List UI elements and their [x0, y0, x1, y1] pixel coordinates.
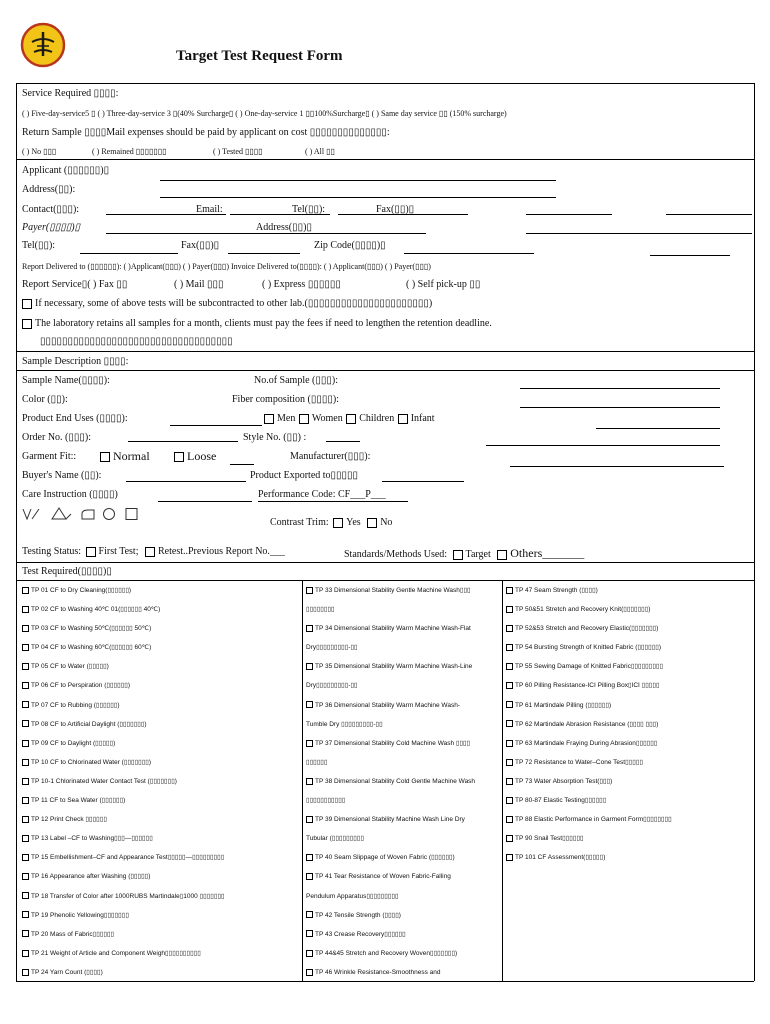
payer-address-label: Address(▯▯)▯ [256, 222, 312, 233]
retains-cn: ▯▯▯▯▯▯▯▯▯▯▯▯▯▯▯▯▯▯▯▯▯▯▯▯▯▯▯▯▯▯▯▯▯▯▯ [40, 336, 233, 347]
test-item[interactable] [506, 791, 752, 810]
test-item[interactable] [22, 772, 300, 791]
test-checkbox[interactable] [22, 969, 29, 976]
test-item[interactable] [22, 715, 300, 734]
test-checkbox[interactable] [306, 778, 313, 785]
test-checkbox[interactable] [22, 950, 29, 957]
subcontract-row: If necessary, some of above tests will be subcontracted to other lab.(▯▯▯▯▯▯▯▯▯▯▯▯▯▯▯▯▯▯▯▯▯▯) [22, 298, 432, 309]
test-checkbox[interactable] [506, 587, 513, 594]
test-label: TP 47 Seam Strength (▯▯▯▯) [515, 587, 598, 594]
applicant-label: Applicant (▯▯▯▯▯▯)▯ [22, 165, 110, 176]
fiber-label: Fiber composition (▯▯▯▯): [232, 394, 340, 405]
test-item[interactable] [506, 734, 752, 753]
test-item-continuation [306, 715, 498, 734]
buyer-label: Buyer's Name (▯▯): [22, 470, 102, 481]
sample-heading: Sample Description ▯▯▯▯: [22, 356, 129, 367]
test-label: TP 54 Bursting Strength of Knitted Fabric (▯▯▯▯▯▯) [515, 644, 661, 652]
sample-name-label: Sample Name(▯▯▯▯): [22, 375, 110, 386]
test-label: Dry▯▯▯▯▯▯▯▯▯-▯▯ [306, 682, 358, 690]
test-checkbox[interactable] [306, 854, 313, 861]
test-checkbox[interactable] [22, 816, 29, 823]
test-item[interactable] [506, 772, 752, 791]
test-item[interactable] [506, 676, 752, 695]
test-label: TP 09 CF to Daylight (▯▯▯▯▯) [31, 739, 116, 747]
test-item-continuation [306, 600, 498, 619]
test-checkbox[interactable] [506, 682, 513, 689]
test-checkbox[interactable] [506, 625, 513, 632]
garment-fit-label: Garment Fit:: [22, 451, 77, 462]
return-opt-no[interactable]: ( ) No ▯▯▯ [22, 147, 57, 156]
test-item[interactable] [22, 867, 300, 886]
test-label: Tumble Dry ▯▯▯▯▯▯▯▯▯-▯▯ [306, 720, 383, 728]
test-checkbox[interactable] [306, 873, 313, 880]
children-checkbox[interactable] [346, 414, 356, 424]
test-checkbox[interactable] [22, 892, 29, 899]
test-item[interactable] [22, 906, 300, 925]
test-item-continuation [306, 676, 498, 695]
order-no-label: Order No. (▯▯▯): [22, 432, 91, 443]
test-item[interactable] [306, 810, 498, 829]
subcontract-checkbox[interactable] [22, 299, 32, 309]
manufacturer-label: Manufacturer(▯▯▯): [290, 451, 371, 462]
test-checkbox[interactable] [306, 625, 313, 632]
test-label: TP 05 CF to Water (▯▯▯▯▯) [31, 663, 109, 671]
test-checkbox[interactable] [22, 854, 29, 861]
test-checkbox[interactable] [306, 740, 313, 747]
no-of-sample-label: No.of Sample (▯▯▯): [254, 375, 338, 386]
test-label: TP 50&51 Stretch and Recovery Knit(▯▯▯▯▯▯▯) [515, 606, 651, 614]
report-delivered-line[interactable]: Report Delivered to (▯▯▯▯▯▯): ( )Applicant(▯▯▯) ( ) Payer(▯▯▯) Invoice Delivered to(▯▯▯▯): ( ) Applicant(▯▯▯) ( ) Payer(▯▯▯) [22, 262, 431, 271]
test-item[interactable] [506, 696, 752, 715]
test-label: TP 03 CF to Washing 50℃(▯▯▯▯▯▯ 50℃) [31, 625, 152, 633]
report-service-mail[interactable]: ( ) Mail ▯▯▯ [174, 279, 224, 290]
tel-label: Tel(▯▯): [292, 204, 326, 215]
fax2-label: Fax(▯▯)▯ [181, 240, 220, 251]
testing-status-row: Testing Status: First Test; Retest..Previous Report No.___ [22, 546, 285, 557]
test-label: TP 38 Dimensional Stability Cold Gentle Machine Wash [315, 777, 476, 785]
test-checkbox[interactable] [506, 701, 513, 708]
test-label: TP 34 Dimensional Stability Warm Machine Wash-Flat [315, 625, 471, 633]
normal-option: Normal [100, 449, 150, 464]
tests-column-3 [506, 581, 752, 867]
test-label: TP 62 Martindale Abrasion Resistance (▯▯▯▯ ▯▯▯) [515, 720, 659, 728]
test-item[interactable] [22, 619, 300, 638]
test-checkbox[interactable] [306, 911, 313, 918]
test-label: TP 41 Tear Resistance of Woven Fabric-Falling [315, 873, 451, 881]
test-item-continuation [306, 791, 498, 810]
test-checkbox[interactable] [506, 778, 513, 785]
dry-icon [126, 509, 137, 520]
test-checkbox[interactable] [22, 606, 29, 613]
test-item[interactable] [22, 925, 300, 944]
test-checkbox[interactable] [306, 969, 313, 976]
test-item[interactable] [506, 600, 752, 619]
test-checkbox[interactable] [22, 644, 29, 651]
test-checkbox[interactable] [22, 911, 29, 918]
test-item-continuation [306, 638, 498, 657]
test-item[interactable] [306, 619, 498, 638]
test-checkbox[interactable] [306, 587, 313, 594]
women-checkbox[interactable] [299, 414, 309, 424]
company-logo [20, 22, 66, 68]
test-checkbox[interactable] [506, 759, 513, 766]
test-label: TP 20 Mass of Fabric▯▯▯▯▯▯ [31, 930, 115, 938]
test-checkbox[interactable] [506, 663, 513, 670]
test-item[interactable] [506, 829, 752, 848]
test-label: TP 39 Dimensional Stability Machine Wash Line Dry [315, 816, 465, 824]
test-label: TP 44&45 Stretch and Recovery Woven▯▯▯▯▯▯▯) [315, 949, 458, 957]
return-sample-label: Return Sample ▯▯▯▯Mail expenses should be paid by applicant on cost ▯▯▯▯▯▯▯▯▯▯▯▯▯▯: [22, 127, 390, 138]
end-uses-options: Men Women Children Infant [264, 413, 435, 424]
tel2-label: Tel(▯▯): [22, 240, 56, 251]
test-checkbox[interactable] [22, 930, 29, 937]
test-label: TP 36 Dimensional Stability Warm Machine Wash- [315, 701, 460, 709]
test-item-continuation [306, 753, 498, 772]
style-no-label: Style No. (▯▯) : [243, 432, 307, 443]
retest-checkbox[interactable] [145, 547, 155, 557]
first-test-checkbox[interactable] [86, 547, 96, 557]
test-item[interactable] [506, 848, 752, 867]
test-item-continuation [306, 829, 498, 848]
report-service-fax[interactable]: Report Service▯( ) Fax ▯▯ [22, 279, 128, 290]
test-checkbox[interactable] [306, 950, 313, 957]
infant-checkbox[interactable] [398, 414, 408, 424]
test-label: TP 11 CF to Sea Water (▯▯▯▯▯▯) [31, 797, 126, 805]
test-item[interactable] [306, 696, 498, 715]
performance-label: Performance Code: CF___P___ [258, 489, 386, 500]
contrast-row: Contrast Trim: Yes No [270, 517, 393, 528]
test-item[interactable] [22, 944, 300, 963]
test-label: Tubular (▯▯▯▯▯▯▯▯▯ [306, 835, 364, 843]
test-item[interactable] [22, 600, 300, 619]
test-checkbox[interactable] [306, 701, 313, 708]
test-label: TP 73 Water Absorption Test(▯▯▯) [515, 777, 613, 785]
test-item[interactable] [506, 753, 752, 772]
payer-label: Payer(▯▯▯▯)▯ [22, 222, 81, 233]
test-label: TP 01 CF to Dry Cleaning(▯▯▯▯▯▯) [31, 587, 132, 594]
test-label: TP 60 Pilling Resistance-ICI Pilling Box▯ICI ▯▯▯▯▯ [515, 682, 660, 690]
test-checkbox[interactable] [22, 625, 29, 632]
test-checkbox[interactable] [22, 835, 29, 842]
test-label: TP 33 Dimensional Stability Gentle Machine Wash▯▯▯ [315, 587, 471, 594]
test-label: Pendulum Apparatus▯▯▯▯▯▯▯▯▯ [306, 892, 399, 900]
contrast-yes-checkbox[interactable] [333, 518, 343, 528]
test-item[interactable] [22, 753, 300, 772]
retains-checkbox[interactable] [22, 319, 32, 329]
test-item[interactable] [306, 867, 498, 886]
test-item[interactable] [22, 696, 300, 715]
service-required-label: Service Required ▯▯▯▯: [22, 88, 119, 99]
test-item[interactable] [22, 963, 300, 982]
test-item[interactable] [306, 848, 498, 867]
test-label: TP 13 Label –CF to Washing▯▯▯—▯▯▯▯▯▯ [31, 835, 153, 843]
test-checkbox[interactable] [306, 663, 313, 670]
test-checkbox[interactable] [22, 797, 29, 804]
test-label: TP 40 Seam Slippage of Woven Fabric (▯▯▯▯▯▯) [315, 854, 455, 862]
contact-label: Contact(▯▯▯): [22, 204, 80, 215]
test-checkbox[interactable] [306, 930, 313, 937]
tests-column-1 [22, 581, 300, 982]
care-label: Care Instruction (▯▯▯▯) [22, 489, 118, 500]
email-label: Email: [196, 204, 223, 215]
test-checkbox[interactable] [506, 720, 513, 727]
report-service-express[interactable]: ( ) Express ▯▯▯▯▯▯ [262, 279, 341, 290]
return-opt-all[interactable]: ( ) All ▯▯ [305, 147, 335, 156]
test-checkbox[interactable] [22, 740, 29, 747]
test-item[interactable] [506, 619, 752, 638]
men-checkbox[interactable] [264, 414, 274, 424]
test-item[interactable] [22, 676, 300, 695]
test-checkbox[interactable] [22, 701, 29, 708]
test-checkbox[interactable] [22, 663, 29, 670]
iron-icon [82, 510, 94, 519]
test-item[interactable] [306, 657, 498, 676]
test-checkbox[interactable] [22, 682, 29, 689]
standards-row: Standards/Methods Used: Target Others_______ [344, 546, 585, 560]
test-label: TP 24 Yarn Count (▯▯▯▯) [31, 968, 103, 976]
test-checkbox[interactable] [22, 759, 29, 766]
zip-label: Zip Code(▯▯▯▯)▯ [314, 240, 386, 251]
test-item[interactable] [306, 925, 498, 944]
test-checkbox[interactable] [506, 816, 513, 823]
address-label: Address(▯▯): [22, 184, 76, 195]
test-label: TP 15 Embellishment–CF and Appearance Test▯▯▯▯▯—▯▯▯▯▯▯▯▯▯ [31, 854, 225, 862]
fax-label: Fax(▯▯)▯ [376, 204, 415, 215]
test-checkbox[interactable] [22, 720, 29, 727]
form-title: Target Test Request Form [176, 48, 343, 64]
service-options[interactable]: ( ) Five-day-service5 ▯ ( ) Three-day-service 3 ▯(40% Surcharge▯ ( ) One-day-service 1 ▯▯100%Surcharge▯ ( ) Same day service ▯▯ (150% surcharge) [22, 109, 507, 118]
wash-icon [23, 509, 39, 519]
test-item[interactable] [506, 715, 752, 734]
test-item[interactable] [506, 657, 752, 676]
normal-checkbox[interactable] [100, 452, 110, 462]
test-label: TP 12 Print Check ▯▯▯▯▯▯ [31, 816, 107, 824]
test-item[interactable] [306, 772, 498, 791]
test-checkbox[interactable] [506, 854, 513, 861]
test-item[interactable] [22, 791, 300, 810]
test-checkbox[interactable] [506, 835, 513, 842]
care-symbols [22, 506, 142, 527]
end-uses-label: Product End Uses (▯▯▯▯): [22, 413, 128, 424]
test-item-continuation [306, 887, 498, 906]
test-label: TP 80-87 Elastic Testing▯▯▯▯▯▯ [515, 797, 607, 805]
test-label: TP 04 CF to Washing 60℃(▯▯▯▯▯▯ 60℃) [31, 644, 152, 652]
test-label: TP 37 Dimensional Stability Cold Machine Wash ▯▯▯▯ [315, 739, 471, 747]
test-label: ▯▯▯▯▯▯▯▯ [306, 606, 335, 614]
test-checkbox[interactable] [22, 587, 29, 594]
test-label: TP 35 Dimensional Stability Warm Machine Wash-Line [315, 663, 473, 671]
test-item[interactable] [22, 848, 300, 867]
test-label: TP 06 CF to Perspiration (▯▯▯▯▯▯) [31, 682, 131, 690]
test-label: TP 46 Wrinkle Resistance-Smoothness and [315, 968, 441, 976]
test-item[interactable] [22, 829, 300, 848]
others-checkbox[interactable] [497, 550, 507, 560]
contrast-no-checkbox[interactable] [367, 518, 377, 528]
test-checkbox[interactable] [22, 778, 29, 785]
test-item[interactable] [22, 657, 300, 676]
test-label: TP 61 Martindale Pilling (▯▯▯▯▯▯) [515, 701, 612, 709]
test-label: TP 02 CF to Washing 40℃ 01(▯▯▯▯▯▯ 40℃) [31, 606, 161, 614]
test-item[interactable] [22, 638, 300, 657]
test-label: TP 88 Elastic Performance in Garment Form▯▯▯▯▯▯▯▯ [515, 816, 672, 824]
test-item[interactable] [22, 887, 300, 906]
test-label: TP 10 CF to Chlorinated Water (▯▯▯▯▯▯▯) [31, 758, 152, 766]
test-checkbox[interactable] [506, 740, 513, 747]
test-label: TP 52&53 Stretch and Recovery Elastic(▯▯▯▯▯▯▯) [515, 625, 659, 633]
test-item[interactable] [22, 581, 300, 600]
tests-heading: Test Required(▯▯▯▯)▯ [22, 566, 112, 577]
test-label: TP 63 Martindale Fraying During Abrasion▯▯▯▯▯▯ [515, 739, 658, 747]
applicant-field[interactable] [160, 180, 556, 181]
test-item[interactable] [22, 810, 300, 829]
report-service-selfpick[interactable]: ( ) Self pick-up ▯▯ [406, 279, 481, 290]
test-label: TP 90 Snail Test▯▯▯▯▯▯ [515, 835, 584, 843]
tests-column-2 [306, 581, 498, 982]
test-label: ▯▯▯▯▯▯▯▯▯▯▯ [306, 797, 346, 805]
test-item[interactable] [306, 581, 498, 600]
test-checkbox[interactable] [22, 873, 29, 880]
test-label: TP 55 Sewing Damage of Knitted Fabric▯▯▯▯▯▯▯▯▯ [515, 663, 664, 671]
test-label: TP 21 Weight of Article and Component Weigh▯▯▯▯▯▯▯▯▯▯ [31, 949, 201, 957]
exported-label: Product Exported to▯▯▯▯▯ [250, 470, 359, 481]
test-checkbox[interactable] [306, 816, 313, 823]
target-checkbox[interactable] [453, 550, 463, 560]
test-item[interactable] [306, 906, 498, 925]
test-checkbox[interactable] [506, 797, 513, 804]
test-label: TP 101 CF Assessment(▯▯▯▯▯) [515, 854, 606, 862]
test-checkbox[interactable] [506, 606, 513, 613]
test-item[interactable] [306, 734, 498, 753]
loose-checkbox[interactable] [174, 452, 184, 462]
return-opt-tested[interactable]: ( ) Tested ▯▯▯▯ [213, 147, 263, 156]
test-label: TP 07 CF to Rubbing (▯▯▯▯▯▯) [31, 701, 120, 709]
test-label: TP 08 CF to Artificial Daylight (▯▯▯▯▯▯▯) [31, 720, 147, 728]
test-item[interactable] [506, 581, 752, 600]
test-label: TP 16 Appearance after Washing (▯▯▯▯▯) [31, 873, 151, 881]
test-label: TP 10-1 Chlorinated Water Contact Test (▯▯▯▯▯▯▯) [31, 777, 177, 785]
test-label: TP 18 Transfer of Color after 1000RUBS Martindale▯1000 ▯▯▯▯▯▯▯ [31, 892, 225, 900]
loose-option: Loose [174, 449, 216, 464]
test-checkbox[interactable] [506, 644, 513, 651]
return-opt-remained[interactable]: ( ) Remained ▯▯▯▯▯▯▯ [92, 147, 167, 156]
test-item[interactable] [506, 638, 752, 657]
test-label: TP 19 Phenolic Yellowing▯▯▯▯▯▯▯ [31, 911, 129, 919]
address-field[interactable] [160, 197, 556, 198]
test-label: TP 72 Resistance to Water–Cone Test▯▯▯▯▯ [515, 758, 643, 766]
test-label: ▯▯▯▯▯▯ [306, 758, 328, 766]
test-label: TP 43 Crease Recovery▯▯▯▯▯▯ [315, 930, 406, 938]
test-item[interactable] [22, 734, 300, 753]
dryclean-icon [104, 509, 115, 520]
color-label: Color (▯▯): [22, 394, 68, 405]
bleach-icon [52, 508, 71, 519]
test-label: Dry▯▯▯▯▯▯▯▯▯-▯▯ [306, 644, 358, 652]
retains-row: The laboratory retains all samples for a month, clients must pay the fees if need to lengthen the retention deadline. [22, 318, 492, 329]
test-label: TP 42 Tensile Strength (▯▯▯▯) [315, 911, 401, 919]
test-item[interactable] [306, 944, 498, 963]
test-item[interactable] [306, 963, 498, 982]
test-item[interactable] [506, 810, 752, 829]
